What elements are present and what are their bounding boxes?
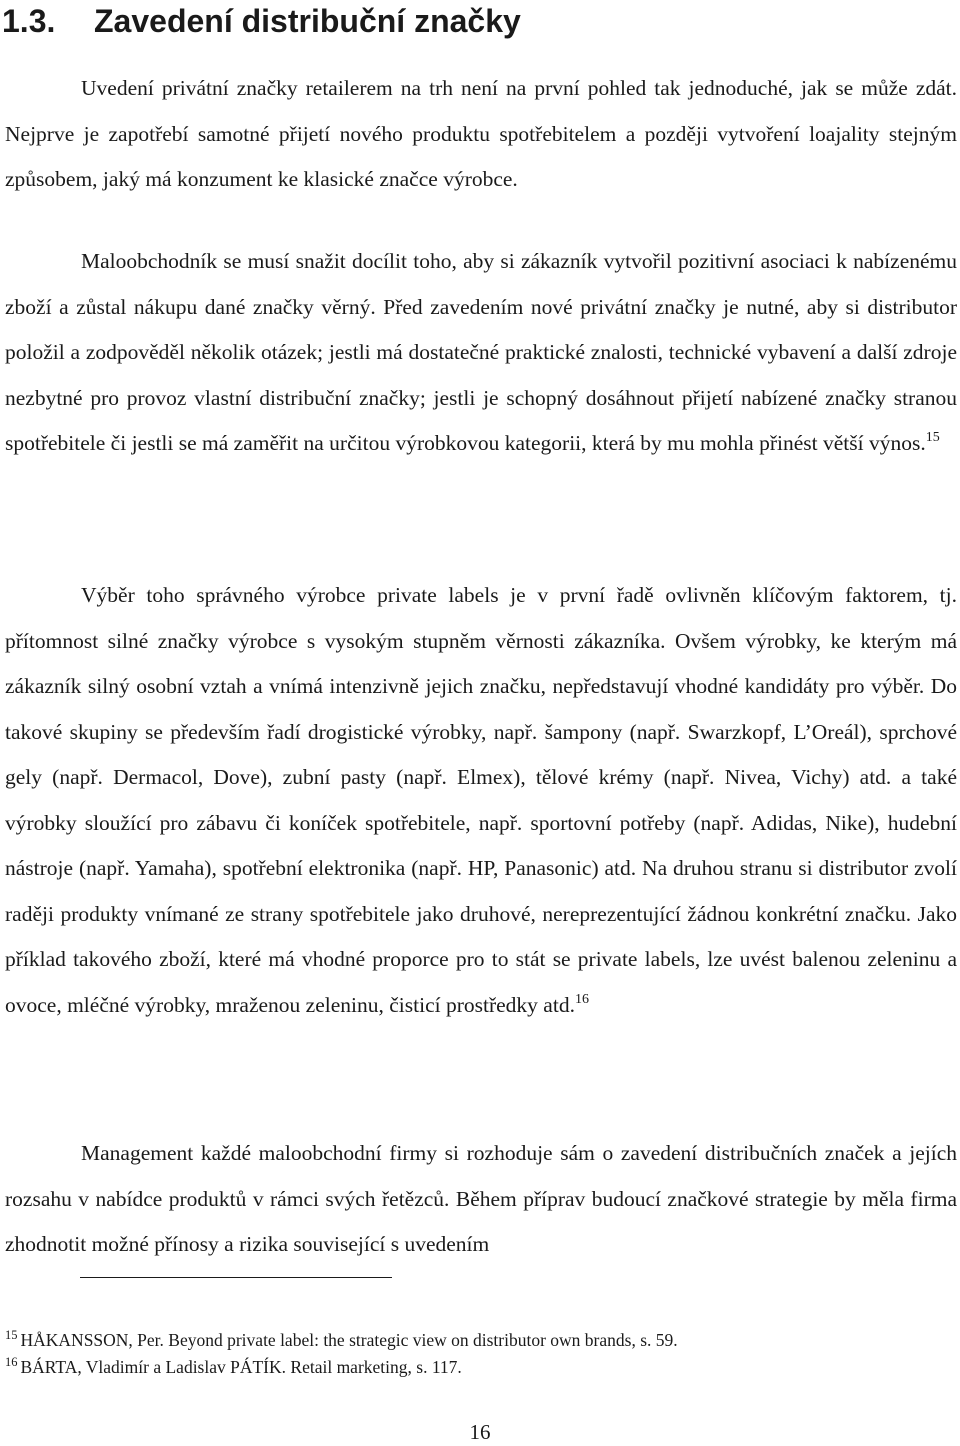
- footnote-text: HÅKANSSON, Per. Beyond private label: the strategic view on distributor own brands, s. 59.: [20, 1330, 678, 1350]
- paragraph-1: [5, 66, 957, 203]
- paragraph-text: Uvedení privátní značky retailerem na trh není na první pohled tak jednoduché, jak se může zdát. Nejprve je zapotřebí samotné přijetí nového produktu spotřebitelem a později vytvoření loajality stejným způsobem, jaký má konzument ke klasické značce výrobce.: [5, 76, 957, 191]
- footnote-15: [5, 1327, 945, 1354]
- section-number: 1.3.: [2, 3, 56, 39]
- footnote-ref-16: 16: [574, 991, 589, 1007]
- paragraph-3: [5, 573, 957, 1028]
- paragraph-text-body: Maloobchodník se musí snažit docílit toho, aby si zákazník vytvořil pozitivní asociaci k nabízenému zboží a zůstal nákupu dané značky věrný. Před zavedením nové privátní značky je nutné, aby si distributor položil a zodpověděl několik otázek; jestli má dostatečné praktické znalosti, technické vybavení a další zdroje nezbytné pro provoz vlastní distribuční značky; jestli je schopný dosáhnout přijetí nabízené značky stranou spotřebitele či jestli se má zaměřit na určitou výrobkovou kategorii, která by mu mohla přinést větší výnos.: [5, 249, 957, 455]
- footnote-16: [5, 1354, 945, 1381]
- page-number: 16: [469, 1420, 491, 1444]
- section-heading: [2, 0, 521, 42]
- footnote-ref-15: 15: [925, 430, 940, 445]
- footnote-number: 16: [5, 1355, 18, 1369]
- paragraph-text: [5, 573, 957, 1028]
- paragraph-text: Management každé maloobchodní firmy si rozhoduje sám o zavedení distribučních značek a jejích rozsahu v nabídce produktů v rámci svých řetězců. Během příprav budoucí značkové strategie by měla firma zhodnotit možné přínosy a rizika související s uvedením: [5, 1141, 957, 1256]
- footnotes: [5, 1327, 945, 1381]
- paragraph-2: [5, 239, 957, 467]
- footnote-separator: [80, 1277, 392, 1278]
- paragraph-4: [5, 1131, 957, 1268]
- footnote-number: 15: [5, 1328, 18, 1342]
- paragraph-text: [5, 239, 957, 467]
- section-title: Zavedení distribuční značky: [94, 3, 521, 39]
- footnote-text: BÁRTA, Vladimír a Ladislav PÁTÍK. Retail marketing, s. 117.: [20, 1357, 462, 1377]
- paragraph-text-body: Výběr toho správného výrobce private labels je v první řadě ovlivněn klíčovým faktorem, tj. přítomnost silné značky výrobce s vysokým stupněm věrnosti zákazníka. Ovšem výrobky, ke kterým má zákazník silný osobní vztah a vnímá intenzivně jejich značku, nepředstavují vhodné kandidáty pro výběr. Do takové skupiny se především řadí drogistické výrobky, např. šampony (např. Swarzkopf, L’Oreál), sprchové gely (např. Dermacol, Dove), zubní pasty (např. Elmex), tělové krémy (např. Nivea, Vichy) atd. a také výrobky sloužící pro zábavu či koníček spotřebitele, např. sportovní potřeby (např. Adidas, Nike), hudební nástroje (např. Yamaha), spotřební elektronika (např. HP, Panasonic) atd. Na druhou stranu si distributor zvolí raději produkty vnímané ze strany spotřebitele jako druhové, nereprezentující žádnou konkrétní značku. Jako příklad takového zboží, které má vhodné proporce pro to stát se private labels, lze uvést balenou zeleninu a ovoce, mléčné výrobky, mraženou zeleninu, čisticí prostředky atd.: [5, 583, 957, 1017]
